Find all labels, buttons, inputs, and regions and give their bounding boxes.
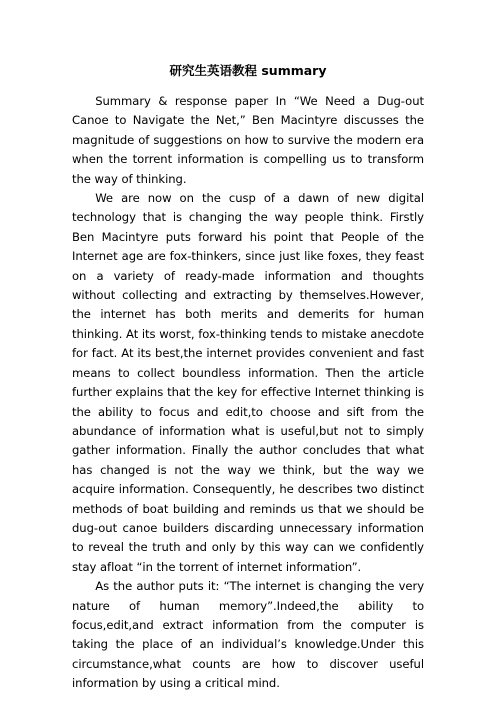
- document-title: 研究生英语教程 summary: [169, 63, 327, 78]
- paragraph-response: As the author puts it: “The internet is changing the very nature of human memory”.Indeed,the ability to focus,edit,and extract information from the computer is taking the place of an individual’s knowledge.Under this circumstance,what counts are how to discover useful information by using a critical mind.: [72, 579, 424, 691]
- paragraph-summary: We are now on the cusp of a dawn of new digital technology that is changing the way people think. Firstly Ben Macintyre puts forward his point that People of the Internet age are fox-thinkers, since just like foxes, they feast on a variety of ready-made information and thoughts without collecting and extracting by themselves.However, the internet has both merits and demerits for human thinking. At its worst, fox-thinking tends to mistake anecdote for fact. At its best,the internet provides convenient and fast means to collect boundless information. Then the article further explains that the key for effective Internet thinking is the ability to focus and edit,to choose and sift from the abundance of information what is useful,but not to simply gather information. Finally the author concludes that what has changed is not the way we think, but the way we acquire information. Consequently, he describes two distinct methods of boat building and reminds us that we should be dug-out canoe builders discarding unnecessary information to reveal the truth and only by this way can we confidently stay afloat “in the torrent of internet information”.: [72, 191, 424, 574]
- paragraph-intro: Summary & response paper In “We Need a Dug-out Canoe to Navigate the Net,” Ben Macintyre discusses the magnitude of suggestions on how to survive the modern era when the torrent information is compelling us to transform the way of thinking.: [72, 94, 424, 186]
